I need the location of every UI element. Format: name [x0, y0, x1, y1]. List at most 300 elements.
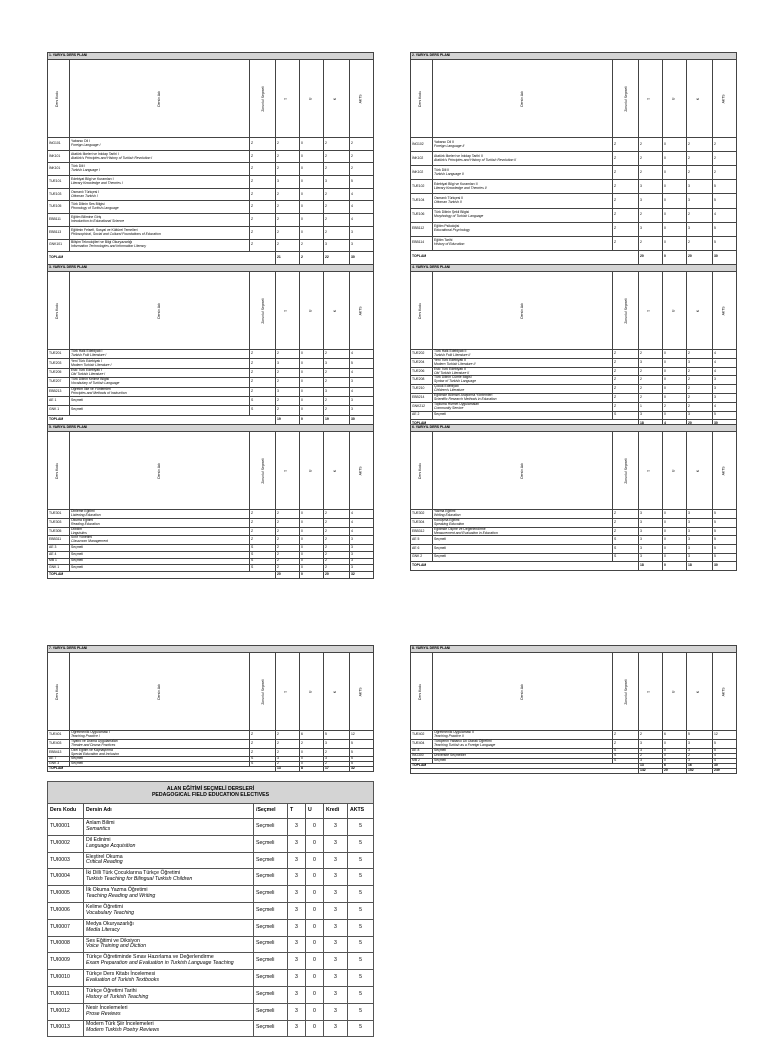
course-code: EBB114	[411, 236, 433, 250]
course-k: 3	[324, 835, 348, 852]
course-t: 2	[639, 385, 663, 394]
course-k: 3	[324, 902, 348, 919]
course-u: 0	[300, 214, 324, 227]
course-type: Z	[613, 402, 639, 411]
course-name: Medya Okuryazarlığı Media Literacy	[84, 919, 254, 936]
course-k: 3	[687, 510, 713, 519]
col-code: Ders Kodu	[48, 432, 70, 510]
course-akts: 3	[350, 406, 374, 415]
course-code: TUE102	[411, 180, 433, 194]
total-label: TOPLAM	[411, 562, 639, 571]
course-code: EBB214	[411, 394, 433, 403]
table-row	[48, 936, 374, 953]
table-row	[48, 201, 374, 214]
course-type: Z	[250, 748, 276, 757]
course-type: Z	[250, 527, 276, 536]
table-row	[48, 518, 374, 527]
course-t: 2	[276, 239, 300, 252]
course-type: S	[250, 545, 276, 552]
table-row	[411, 208, 737, 222]
total-k: 20	[324, 571, 350, 578]
course-type: S	[250, 551, 276, 558]
total-k: 19	[324, 415, 350, 424]
course-k: 2	[324, 565, 350, 572]
course-k: 2	[687, 367, 713, 376]
table-row	[48, 565, 374, 572]
course-t: 2	[276, 731, 300, 740]
course-t: 2	[276, 748, 300, 757]
course-type: Seçmeli	[254, 819, 288, 836]
course-type: Seçmeli	[254, 1003, 288, 1020]
course-k: 3	[324, 757, 350, 762]
course-code: EBB113	[48, 226, 70, 239]
col-code: Ders Kodu	[48, 804, 84, 819]
course-code: AE 3	[48, 545, 70, 552]
course-code: TUE207	[48, 378, 70, 387]
course-t: 2	[639, 166, 663, 180]
course-k: 3	[687, 358, 713, 367]
table-row	[48, 396, 374, 405]
course-u: 0	[300, 201, 324, 214]
course-code: TUI0006	[48, 902, 84, 919]
course-akts: 4	[350, 527, 374, 536]
course-k: 3	[324, 986, 348, 1003]
course-name: Sınıf Yönetimi Classroom Management	[70, 536, 250, 545]
course-akts: 2	[713, 166, 737, 180]
col-name: Dersin Adı	[70, 272, 250, 350]
col-code: Ders Kodu	[411, 432, 433, 510]
course-name: Eleştirel Okuma Critical Reading	[84, 852, 254, 869]
table-row	[48, 527, 374, 536]
course-name: Türk Dilinin Ses Bilgisi Phonology of Turkish Language	[70, 201, 250, 214]
total-label: TOPLAM	[411, 420, 639, 428]
total-t: 20	[276, 571, 300, 578]
course-u: 0	[300, 188, 324, 201]
course-k: 2	[324, 545, 350, 552]
col-code: Ders Kodu	[411, 653, 433, 731]
course-type: Z	[250, 739, 276, 748]
course-u: 0	[663, 748, 687, 753]
course-code: EBB413	[48, 748, 70, 757]
course-t: 2	[276, 545, 300, 552]
total-t: 13	[276, 767, 300, 772]
course-name: Eğitimde Bilimsel Araştırma Yöntemleri Scientific Research Methods in Education	[433, 394, 613, 403]
table-row	[411, 518, 737, 527]
course-akts: 4	[350, 510, 374, 519]
col-akts: AKTS	[713, 60, 737, 138]
col-k: Kredi	[324, 804, 348, 819]
course-akts: 5	[350, 762, 374, 767]
course-akts: 2	[713, 152, 737, 166]
total-label: TOPLAM	[48, 252, 276, 265]
course-k: 3	[324, 176, 350, 189]
course-code: İNK102	[411, 152, 433, 166]
col-type: Zorunlu/ Seçmeli	[250, 653, 276, 731]
course-code: TUI0005	[48, 886, 84, 903]
course-type: S	[613, 553, 639, 562]
total-akts: 32	[350, 767, 374, 772]
course-code: TUE401	[48, 731, 70, 740]
table-row	[48, 953, 374, 970]
course-akts: 5	[350, 359, 374, 368]
col-type: /Seçmel	[254, 804, 288, 819]
course-t: 3	[639, 739, 663, 748]
course-type: Z	[250, 368, 276, 377]
course-k: 3	[324, 239, 350, 252]
course-code: İNK101	[48, 150, 70, 163]
table-row	[411, 527, 737, 536]
col-t: T	[639, 60, 663, 138]
course-t: 2	[639, 236, 663, 250]
grand-total-row	[411, 768, 737, 773]
col-t: T	[639, 432, 663, 510]
course-t: 3	[276, 757, 300, 762]
course-akts: 3	[713, 385, 737, 394]
course-name: Atatürk İlkeleri ve İnkılap Tarihi I Atatürk's Principles and History of Turkish Revolution I	[70, 150, 250, 163]
course-name: Türkçe Öğretimi Tarihi History of Turkish Teaching	[84, 986, 254, 1003]
course-type: Seçmeli	[254, 970, 288, 987]
course-code: TUI0010	[48, 970, 84, 987]
course-type: Z	[613, 208, 639, 222]
course-code: TUE202	[411, 350, 433, 359]
course-type: Z	[613, 166, 639, 180]
course-type: Z	[613, 138, 639, 152]
course-k: 3	[687, 553, 713, 562]
course-akts: 5	[713, 510, 737, 519]
course-code: TUE302	[411, 510, 433, 519]
course-u: 0	[663, 527, 687, 536]
course-akts: 5	[713, 545, 737, 554]
course-u: 0	[300, 762, 324, 767]
course-u: 0	[663, 208, 687, 222]
total-akts: 30	[713, 763, 737, 768]
course-k: 2	[324, 748, 350, 757]
course-type: S	[250, 565, 276, 572]
course-k: 2	[324, 378, 350, 387]
course-u: 0	[300, 518, 324, 527]
course-akts: 5	[713, 411, 737, 419]
course-u: 0	[300, 536, 324, 545]
course-u: 0	[663, 367, 687, 376]
course-u: 0	[300, 138, 324, 151]
course-u: 0	[306, 936, 324, 953]
course-u: 0	[663, 180, 687, 194]
course-akts: 5	[348, 869, 374, 886]
course-type: Z	[250, 350, 276, 359]
course-code: TUE101	[48, 176, 70, 189]
col-name: Dersin Adı	[70, 60, 250, 138]
course-code: TUI0012	[48, 1003, 84, 1020]
col-u: U	[300, 60, 324, 138]
table-row	[48, 739, 374, 748]
table-row	[48, 1003, 374, 1020]
course-type: Seçmeli	[254, 986, 288, 1003]
semester-title: 6. YARIYIL DERS PLANI	[411, 425, 737, 432]
course-t: 2	[276, 350, 300, 359]
course-k: 2	[324, 350, 350, 359]
course-type: S	[250, 558, 276, 565]
semester-title: 4. YARIYIL DERS PLANI	[411, 265, 737, 272]
course-code: TUE210	[411, 385, 433, 394]
table-row	[48, 852, 374, 869]
total-label: TOPLAM	[48, 767, 276, 772]
course-t: 3	[288, 1020, 306, 1037]
course-k: 2	[324, 510, 350, 519]
course-type: S	[250, 396, 276, 405]
course-name: Seçmeli	[70, 396, 250, 405]
table-row	[48, 835, 374, 852]
course-t: 3	[288, 1003, 306, 1020]
total-label: TOPLAM	[411, 250, 639, 264]
table-row	[48, 731, 374, 740]
table-row	[48, 176, 374, 189]
course-u: 0	[300, 406, 324, 415]
course-u: 0	[663, 411, 687, 419]
course-akts: 4	[350, 350, 374, 359]
course-k: 2	[687, 236, 713, 250]
col-name: Dersin Adı	[433, 653, 613, 731]
course-t: 2	[276, 518, 300, 527]
course-t: 3	[639, 527, 663, 536]
course-k: 2	[324, 762, 350, 767]
col-u: U	[663, 272, 687, 350]
course-name: Seçmeli	[433, 411, 613, 419]
course-name: İki Dilli Türk Çocuklarına Türkçe Öğretimi Turkish Teaching for Bilingual Turkish Children	[84, 869, 254, 886]
col-name: Dersin Adı	[84, 804, 254, 819]
course-k: 2	[687, 152, 713, 166]
course-t: 2	[639, 376, 663, 385]
course-type: S	[613, 758, 639, 763]
course-akts: 5	[713, 236, 737, 250]
course-code: TUE205	[48, 368, 70, 377]
col-akts: AKTS	[350, 272, 374, 350]
course-type: S	[613, 536, 639, 545]
course-akts: 12	[350, 731, 374, 740]
total-t: 18	[639, 562, 663, 571]
total-u: 0	[300, 415, 324, 424]
course-name: Topluma Hizmet Uygulamaları Community Service	[433, 402, 613, 411]
course-akts: 5	[348, 986, 374, 1003]
table-row	[411, 166, 737, 180]
table-row	[48, 350, 374, 359]
course-name: Atatürk İlkeleri ve İnkılap Tarihi II Atatürk's Principles and History of Turkish Revolution II	[433, 152, 613, 166]
course-u: 0	[300, 757, 324, 762]
course-name: Seçmeli	[70, 551, 250, 558]
course-type: S	[250, 757, 276, 762]
course-t: 2	[276, 201, 300, 214]
semester-table	[410, 424, 737, 571]
course-name: Seçmeli	[70, 545, 250, 552]
semester-title: 1. YARIYIL DERS PLANI	[48, 53, 374, 60]
course-akts: 3	[350, 558, 374, 565]
course-u: 0	[300, 368, 324, 377]
course-type: Z	[613, 367, 639, 376]
course-type: Seçmeli	[254, 936, 288, 953]
course-type: Z	[613, 222, 639, 236]
course-type: S	[250, 762, 276, 767]
total-u: 4	[663, 420, 687, 428]
col-t: T	[276, 653, 300, 731]
course-k: 2	[324, 558, 350, 565]
course-k: 5	[687, 731, 713, 740]
course-akts: 3	[350, 536, 374, 545]
course-t: 2	[639, 152, 663, 166]
course-type: Seçmeli	[254, 835, 288, 852]
col-name: Dersin Adı	[70, 653, 250, 731]
course-code: EBB213	[48, 387, 70, 396]
course-u: 0	[663, 358, 687, 367]
course-k: 2	[687, 350, 713, 359]
course-t: 2	[639, 753, 663, 758]
course-name: Üniversite Seçmeliler	[433, 753, 613, 758]
course-name: Seçmeli	[433, 545, 613, 554]
course-code: İNK102	[411, 166, 433, 180]
course-t: 3	[288, 852, 306, 869]
col-akts: AKTS	[713, 653, 737, 731]
course-code: TUE303	[48, 518, 70, 527]
course-u: 0	[663, 350, 687, 359]
table-row	[48, 1020, 374, 1037]
course-type: Z	[250, 226, 276, 239]
col-k: K	[324, 272, 350, 350]
table-row	[411, 376, 737, 385]
col-type: Zorunlu/ Seçmeli	[613, 272, 639, 350]
course-akts: 5	[348, 1020, 374, 1037]
course-name: Seçmeli	[433, 553, 613, 562]
course-u: 0	[300, 748, 324, 757]
col-type: Zorunlu/ Seçmeli	[613, 60, 639, 138]
course-u: 0	[663, 376, 687, 385]
table-row	[48, 406, 374, 415]
col-name: Dersin Adı	[433, 60, 613, 138]
course-type: Z	[250, 201, 276, 214]
table-row	[411, 180, 737, 194]
table-row	[411, 402, 737, 411]
course-u: 0	[663, 166, 687, 180]
course-code: TUE404	[411, 739, 433, 748]
course-code: TUE105	[48, 201, 70, 214]
grand-total-u: 20	[663, 768, 687, 773]
course-t: 3	[639, 358, 663, 367]
course-akts: 3	[713, 394, 737, 403]
semester-title: 7. YARIYIL DERS PLANI	[48, 646, 374, 653]
course-type: Z	[613, 358, 639, 367]
course-name: Türk Dili II Turkish Language II	[433, 166, 613, 180]
course-name: Seçmeli	[433, 758, 613, 763]
course-akts: 4	[713, 208, 737, 222]
course-type: Z	[250, 188, 276, 201]
total-u: 0	[663, 562, 687, 571]
course-name: Çocuk Edebiyatı Children's Literature	[433, 385, 613, 394]
course-k: 3	[324, 886, 348, 903]
table-row	[411, 545, 737, 554]
course-u: 0	[663, 518, 687, 527]
col-t: T	[288, 804, 306, 819]
course-k: 2	[324, 396, 350, 405]
course-akts: 2	[350, 138, 374, 151]
course-name: Eski Türk Edebiyatı I Old Turkish Literature I	[70, 368, 250, 377]
course-code: TUE106	[411, 208, 433, 222]
total-akts: 30	[350, 252, 374, 265]
table-row	[48, 551, 374, 558]
course-k: 3	[687, 222, 713, 236]
col-u: U	[663, 432, 687, 510]
table-row	[411, 236, 737, 250]
course-code: TUE203	[48, 359, 70, 368]
col-t: T	[639, 653, 663, 731]
course-type: S	[613, 748, 639, 753]
course-t: 2	[276, 163, 300, 176]
total-u: 0	[300, 571, 324, 578]
table-row	[48, 869, 374, 886]
course-k: 3	[324, 739, 350, 748]
course-type: S	[250, 406, 276, 415]
course-akts: 3	[350, 565, 374, 572]
course-k: 2	[687, 402, 713, 411]
course-k: 2	[324, 150, 350, 163]
course-t: 2	[276, 510, 300, 519]
course-code: İNG101	[48, 138, 70, 151]
table-row	[411, 731, 737, 740]
course-t: 3	[276, 176, 300, 189]
total-k: 18	[687, 562, 713, 571]
total-akts: 30	[350, 415, 374, 424]
table-row	[411, 411, 737, 419]
grand-total-akts: 249	[713, 768, 737, 773]
course-name: Anlam Bilimi Semantics	[84, 819, 254, 836]
course-akts: 5	[348, 953, 374, 970]
course-name: Seçmeli	[433, 748, 613, 753]
course-akts: 5	[350, 739, 374, 748]
course-k: 3	[687, 411, 713, 419]
course-type: Z	[250, 378, 276, 387]
course-t: 2	[639, 138, 663, 152]
course-name: Türkçenin Yabancı Dil Olarak Öğretimi Teaching Turkish as a Foreign Language	[433, 739, 613, 748]
course-u: 0	[306, 919, 324, 936]
total-t: 21	[276, 252, 300, 265]
course-code: AE 5	[411, 536, 433, 545]
course-k: 2	[687, 394, 713, 403]
col-type: Zorunlu/ Seçmeli	[250, 432, 276, 510]
course-t: 3	[639, 510, 663, 519]
col-code: Ders Kodu	[411, 272, 433, 350]
course-k: 3	[687, 194, 713, 208]
course-u: 0	[306, 970, 324, 987]
course-name: Okuma Eğitimi Reading Education	[70, 518, 250, 527]
course-u: 0	[306, 986, 324, 1003]
course-u: 0	[663, 739, 687, 748]
course-t: 3	[288, 902, 306, 919]
course-k: 2	[324, 214, 350, 227]
col-k: K	[687, 272, 713, 350]
course-t: 2	[639, 350, 663, 359]
course-t: 2	[276, 739, 300, 748]
course-type: Z	[250, 150, 276, 163]
course-code: TUE204	[411, 358, 433, 367]
course-akts: 2	[350, 163, 374, 176]
col-k: K	[324, 432, 350, 510]
course-type: Z	[250, 510, 276, 519]
course-u: 6	[663, 731, 687, 740]
course-type: Z	[613, 527, 639, 536]
course-akts: 5	[348, 919, 374, 936]
course-k: 2	[687, 138, 713, 152]
course-type: Z	[250, 518, 276, 527]
course-type: Z	[613, 376, 639, 385]
course-t: 3	[639, 194, 663, 208]
course-u: 2	[663, 402, 687, 411]
course-u: 0	[663, 545, 687, 554]
